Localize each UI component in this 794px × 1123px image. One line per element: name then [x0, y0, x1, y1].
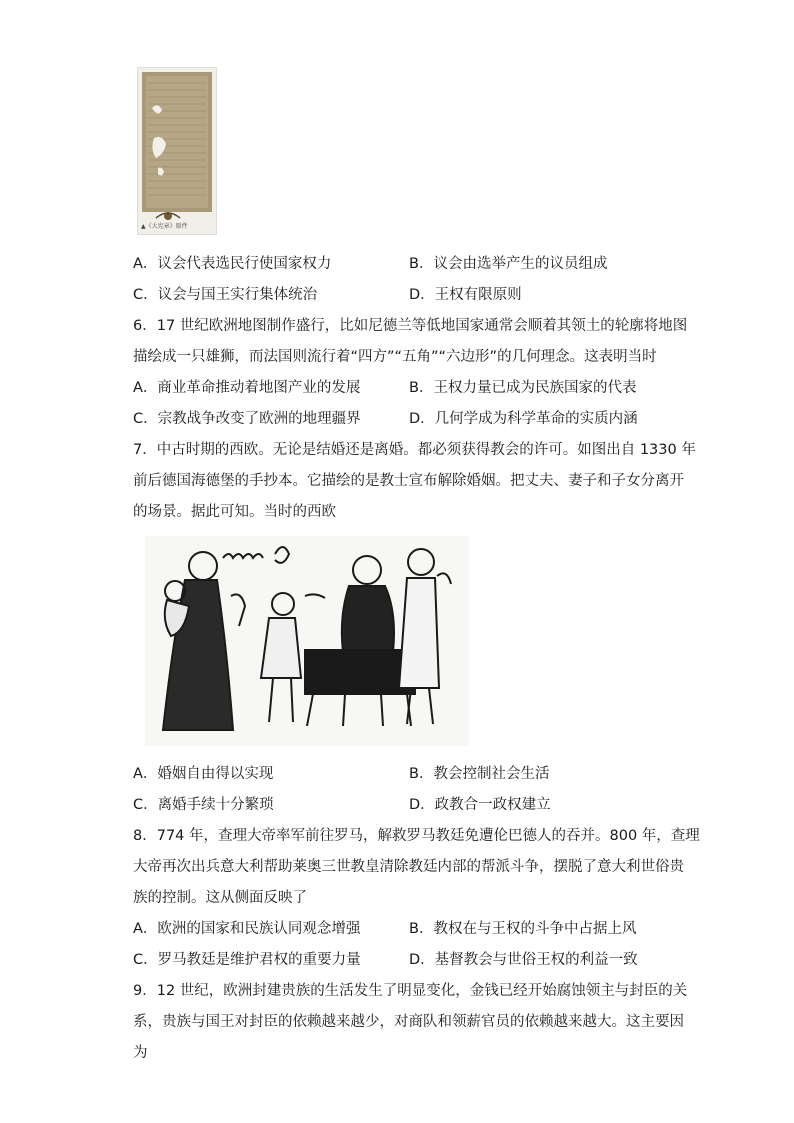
image-caption: ▲《大宪章》原件	[141, 223, 188, 230]
q7-option-a[interactable]: A．婚姻自由得以实现	[133, 766, 274, 782]
q8-stem-line-3: 族的控制。这从侧面反映了	[133, 890, 307, 906]
manuscript-illustration	[145, 536, 469, 746]
q8-option-c[interactable]: C．罗马教廷是维护君权的重要力量	[133, 952, 361, 968]
q8-stem-line-1: 8．774 年，查理大帝率军前往罗马，解救罗马教廷免遭伦巴德人的吞并。800 年，查理	[133, 828, 700, 844]
q8-option-d[interactable]: D．基督教会与世俗王权的利益一致	[409, 952, 638, 968]
q9-stem-line-2: 系，贵族与国王对封臣的依赖越来越少，对商队和领薪官员的依赖越来越大。这主要因	[133, 1014, 684, 1030]
q6-option-a[interactable]: A．商业革命推动着地图产业的发展	[133, 380, 361, 396]
q5-option-d[interactable]: D．王权有限原则	[409, 287, 522, 303]
q8-stem-line-2: 大帝再次出兵意大利帮助莱奥三世教皇清除教廷内部的帮派斗争，摆脱了意大利世俗贵	[133, 859, 684, 875]
magna-carta-image	[137, 67, 217, 235]
q7-stem-line-1: 7．中古时期的西欧。无论是结婚还是离婚。都必须获得教会的许可。如图出自 1330 年	[133, 442, 696, 458]
q6-stem-line-2: 描绘成一只雄狮，而法国则流行着“四方”“五角”“六边形”的几何理念。这表明当时	[133, 349, 657, 365]
q8-option-b[interactable]: B．教权在与王权的斗争中占据上风	[409, 921, 637, 937]
q6-option-d[interactable]: D．几何学成为科学革命的实质内涵	[409, 411, 638, 427]
q5-option-b[interactable]: B．议会由选举产生的议员组成	[409, 256, 608, 272]
q6-option-c[interactable]: C．宗教战争改变了欧洲的地理疆界	[133, 411, 361, 427]
q9-stem-line-3: 为	[133, 1045, 148, 1061]
q9-stem-line-1: 9．12 世纪，欧洲封建贵族的生活发生了明显变化，金钱已经开始腐蚀领主与封臣的关	[133, 983, 688, 999]
q8-option-a[interactable]: A．欧洲的国家和民族认同观念增强	[133, 921, 361, 937]
q5-option-c[interactable]: C．议会与国王实行集体统治	[133, 287, 318, 303]
q7-option-d[interactable]: D．政教合一政权建立	[409, 797, 551, 813]
q7-stem-line-2: 前后德国海德堡的手抄本。它描绘的是教士宣布解除婚姻。把丈夫、妻子和子女分离开	[133, 473, 684, 489]
magna-carta-illustration	[138, 68, 216, 234]
q5-option-a[interactable]: A．议会代表选民行使国家权力	[133, 256, 332, 272]
q6-stem-line-1: 6．17 世纪欧洲地图制作盛行，比如尼德兰等低地国家通常会顺着其领土的轮廓将地图	[133, 318, 688, 334]
q6-option-b[interactable]: B．王权力量已成为民族国家的代表	[409, 380, 637, 396]
q7-option-b[interactable]: B．教会控制社会生活	[409, 766, 550, 782]
q7-option-c[interactable]: C．离婚手续十分繁琐	[133, 797, 274, 813]
divorce-scene-drawing	[145, 536, 469, 746]
q7-stem-line-3: 的场景。据此可知。当时的西欧	[133, 504, 336, 520]
